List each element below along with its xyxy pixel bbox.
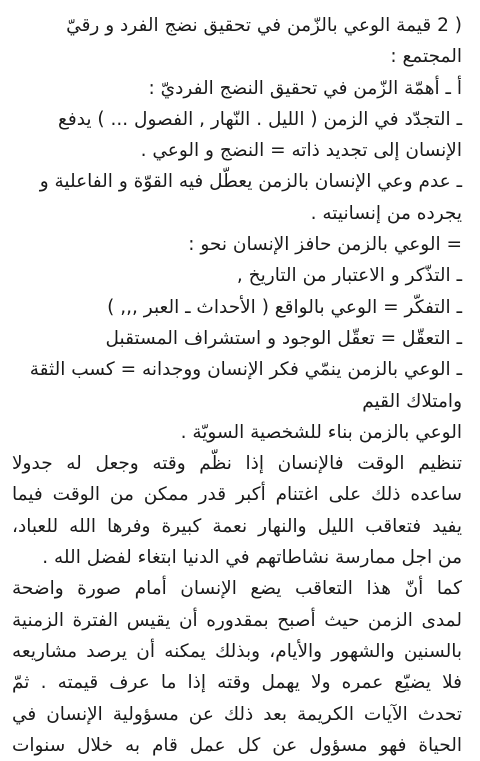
paragraph-line: يفيد فتعاقب الليل والنهار نعمة كبيرة وفرها الله للعباد، <box>12 515 462 537</box>
paragraph-line: لمدى الزمن حيث أصبح بمقدوره أن يقيس الفترة الزمنية <box>12 609 462 631</box>
text-line: = الوعي بالزمن حافز الإنسان نحو : <box>188 234 462 256</box>
paragraph-line: الحياة فهو مسؤول عن كل عمل قام به خلال سنوات <box>12 734 462 756</box>
paragraph-line: بالسنين والشهور والأيام، وبذلك يمكنه أن يرصد مشاريعه <box>12 640 462 662</box>
text-line: ـ عدم وعي الإنسان بالزمن يعطّل فيه القوّة و الفاعلية و <box>39 171 462 193</box>
text-line: الوعي بالزمن بناء للشخصية السويّة . <box>180 421 462 443</box>
paragraph-line: كما أنّ هذا التعاقب يضع الإنسان أمام صورة واضحة <box>12 578 462 600</box>
heading-line-1: ( 2 قيمة الوعي بالزّمن في تحقيق نضج الفرد و رقيّ <box>66 15 462 36</box>
text-line: ـ التفكّر = الوعي بالواقع ( الأحداث ـ العبر ,,, ) <box>107 296 462 318</box>
text-line: وامتلاك القيم <box>362 390 462 412</box>
text-line: ـ الوعي بالزمن ينمّي فكر الإنسان ووجدانه = كسب الثقة <box>29 359 462 381</box>
paragraph-line: تنظيم الوقت فالإنسان إذا نظّم وقته وجعل له جدولا <box>12 453 462 475</box>
text-line: ـ التعقّل = تعقّل الوجود و استشراف المستقبل <box>105 327 462 349</box>
text-line: الإنسان إلى تجديد ذاته = النضج و الوعي . <box>140 140 462 162</box>
text-line: ـ التذّكر و الاعتبار من التاريخ , <box>236 265 462 287</box>
paragraph-line: ساعده ذلك على اغتنام أكبر قدر ممكن من الوقت فيما <box>12 484 462 506</box>
paragraph-line: تحدث الآيات الكريمة بعد ذلك عن مسؤولية الإنسان في <box>12 703 462 725</box>
text-line: يجرده من إنسانيته . <box>310 202 462 224</box>
text-line: ـ التجدّد في الزمن ( الليل . النّهار , الفصول ... ) يدفع <box>58 108 462 130</box>
subheading-line: أ ـ أهمّة الزّمن في تحقيق النضج الفرديّ : <box>148 77 462 99</box>
paragraph-line: فلا يضيّع عمره ولا يهمل وقته إذا ما عرف قيمته . ثمّ <box>12 672 462 694</box>
paragraph-line: من اجل ممارسة نشاطاتهم في الدنيا ابتغاء لفضل الله . <box>42 547 462 569</box>
heading-line-2: المجتمع : <box>390 46 462 68</box>
